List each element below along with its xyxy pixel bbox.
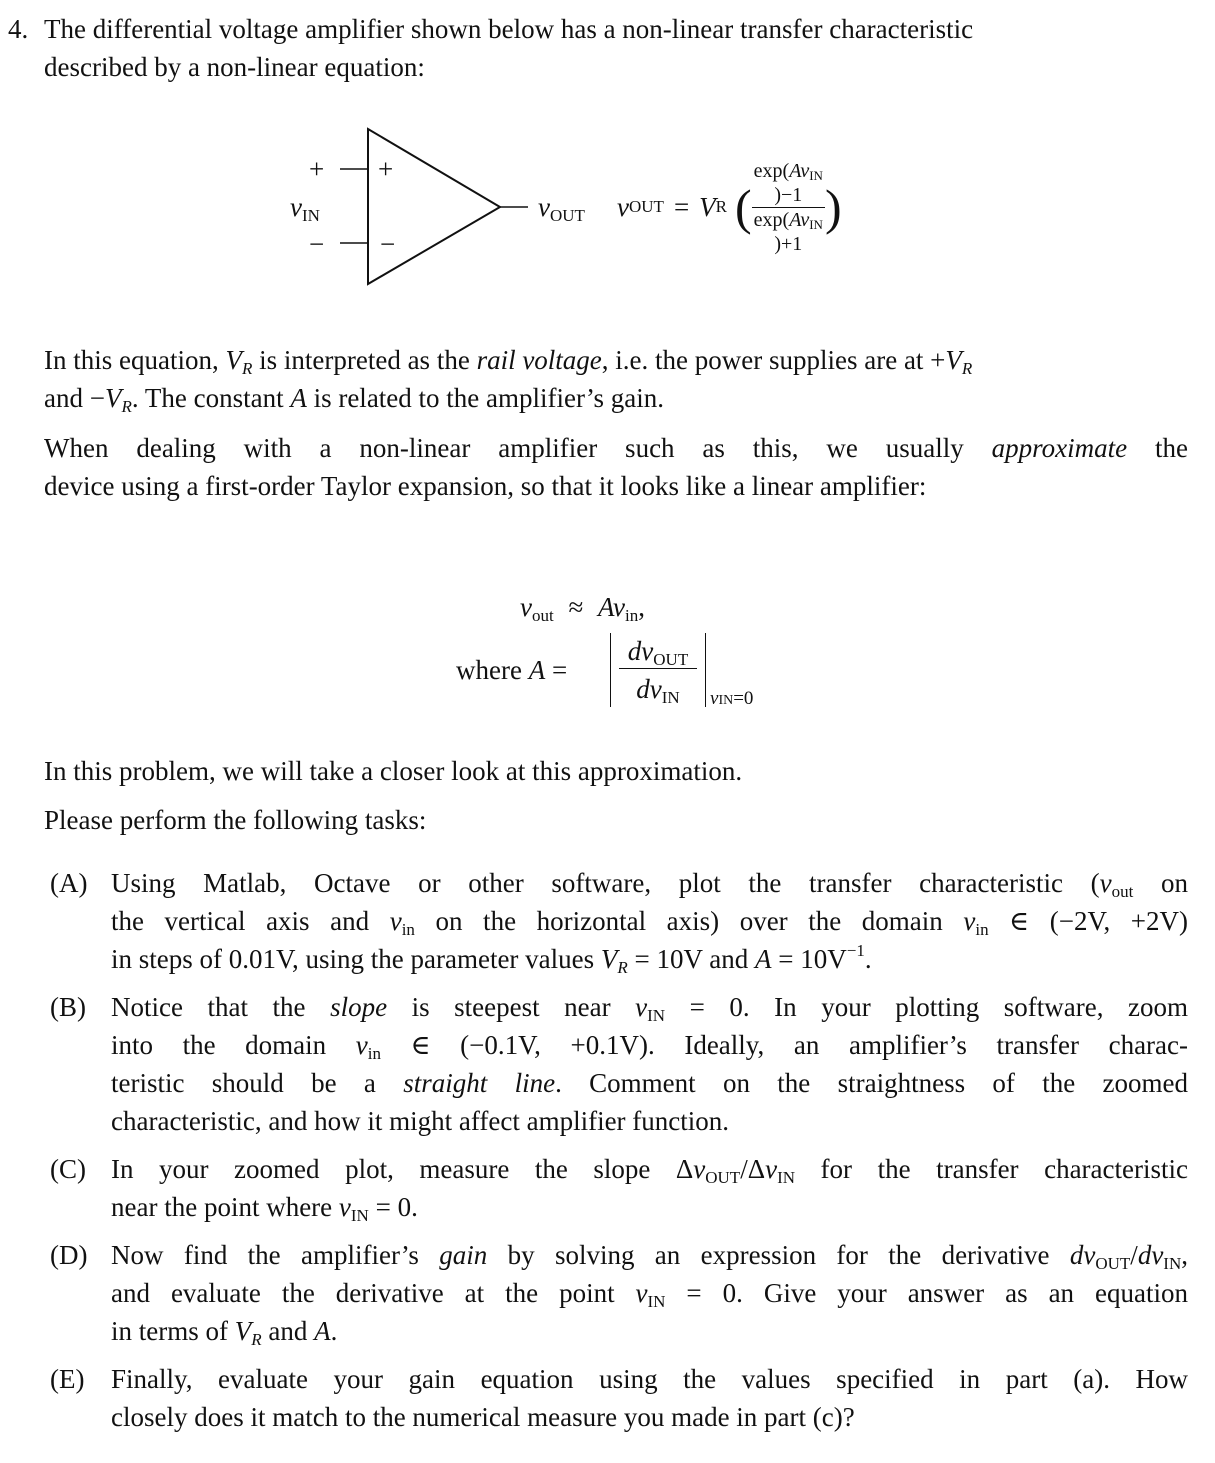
vout-label: $v_{OUT}$	[538, 192, 585, 225]
minus-terminal-label: −	[380, 229, 396, 259]
transfer-equation: v OUT = V R ( $\exp(Av_{IN}$ )−1 $\exp(Av_{IN}$ )+1 )	[617, 159, 842, 255]
plus-terminal-label: +	[378, 154, 394, 184]
task-e-line-1: Finally, evaluate your gain equation using the values specified in part (a). How	[111, 1364, 1188, 1394]
task-d-line-2: and evaluate the derivative at the point $v_{IN} = 0$. Give your answer as an equation	[111, 1278, 1188, 1311]
task-d-label: (D)	[50, 1240, 88, 1270]
problem-number: 4.	[8, 14, 29, 44]
intro-line-2: described by a non-linear equation:	[44, 52, 425, 82]
tasks-intro: Please perform the following tasks:	[44, 805, 427, 835]
minus-input-label: −	[309, 229, 325, 259]
task-b-line-3: teristic should be a straight line. Comment on the straightness of the zoomed	[111, 1068, 1188, 1098]
task-e-label: (E)	[50, 1364, 85, 1394]
abs-bar-right	[705, 633, 706, 707]
intro-line-1: The differential voltage amplifier shown below has a non-linear transfer characteristic	[44, 14, 974, 44]
task-b-label: (B)	[50, 992, 86, 1022]
task-a-line-3: in steps of 0.01V, using the parameter values $V_R = 10V$ and $A = 10V^{-1}$.	[111, 941, 872, 977]
taylor-paragraph-line-1: When dealing with a non-linear amplifier such as this, we usually approximate the	[44, 433, 1188, 463]
amplifier-diagram	[290, 120, 550, 295]
evaluation-point: vIN=0	[710, 688, 754, 709]
task-c-line-1: In your zoomed plot, measure the slope $\Delta v_{OUT}/\Delta v_{IN}$ for the transfer characteristic	[111, 1154, 1188, 1187]
task-b-line-4: characteristic, and how it might affect amplifier function.	[111, 1106, 730, 1136]
rail-voltage-paragraph-line-2: and $-V_R$. The constant A is related to the amplifier’s gain.	[44, 383, 664, 416]
task-e-line-2: closely does it match to the numerical measure you made in part (c)?	[111, 1402, 855, 1432]
task-a-line-2: the vertical axis and $v_{in}$ on the horizontal axis) over the domain $v_{in}$ ∈ (−2V, +2V)	[111, 906, 1188, 939]
task-a-line-1: Using Matlab, Octave or other software, plot the transfer characteristic ($v_{out}$ on	[111, 868, 1189, 901]
linear-approx-equation: $v_{out} \approx Av_{in}$,	[520, 592, 646, 625]
closer-look-paragraph: In this problem, we will take a closer look at this approximation.	[44, 756, 743, 786]
plus-input-label: +	[309, 154, 325, 184]
derivative-denominator: $dv_{IN}$	[636, 674, 680, 707]
transfer-fraction: $\exp(Av_{IN}$ )−1 $\exp(Av_{IN}$ )+1	[753, 159, 823, 255]
rail-voltage-paragraph-line-1: In this equation, $V_R$ is interpreted as the rail voltage, i.e. the power supplies are at $+V_R$	[44, 345, 973, 378]
task-b-line-1: Notice that the slope is steepest near $v_{IN} = 0$. In your plotting software, zoom	[111, 992, 1189, 1025]
taylor-paragraph-line-2: device using a first-order Taylor expansion, so that it looks like a linear amplifier:	[44, 471, 927, 501]
task-c-label: (C)	[50, 1154, 86, 1184]
task-a-label: (A)	[50, 868, 88, 898]
task-d-line-1: Now find the amplifier’s gain by solving an expression for the derivative $dv_{OUT}/dv_{IN}$,	[111, 1240, 1188, 1273]
task-b-line-2: into the domain $v_{in}$ ∈ (−0.1V, +0.1V). Ideally, an amplifier’s transfer charac-	[111, 1030, 1189, 1063]
task-d-line-3: in terms of $V_R$ and A.	[111, 1316, 338, 1349]
derivative-numerator: $dv_{OUT}$	[619, 634, 697, 669]
abs-bar-left	[610, 633, 611, 707]
vin-label: $v_{IN}$	[290, 192, 320, 225]
task-c-line-2: near the point where $v_{IN} = 0$.	[111, 1192, 418, 1225]
gain-definition-where: where A =	[456, 655, 568, 685]
